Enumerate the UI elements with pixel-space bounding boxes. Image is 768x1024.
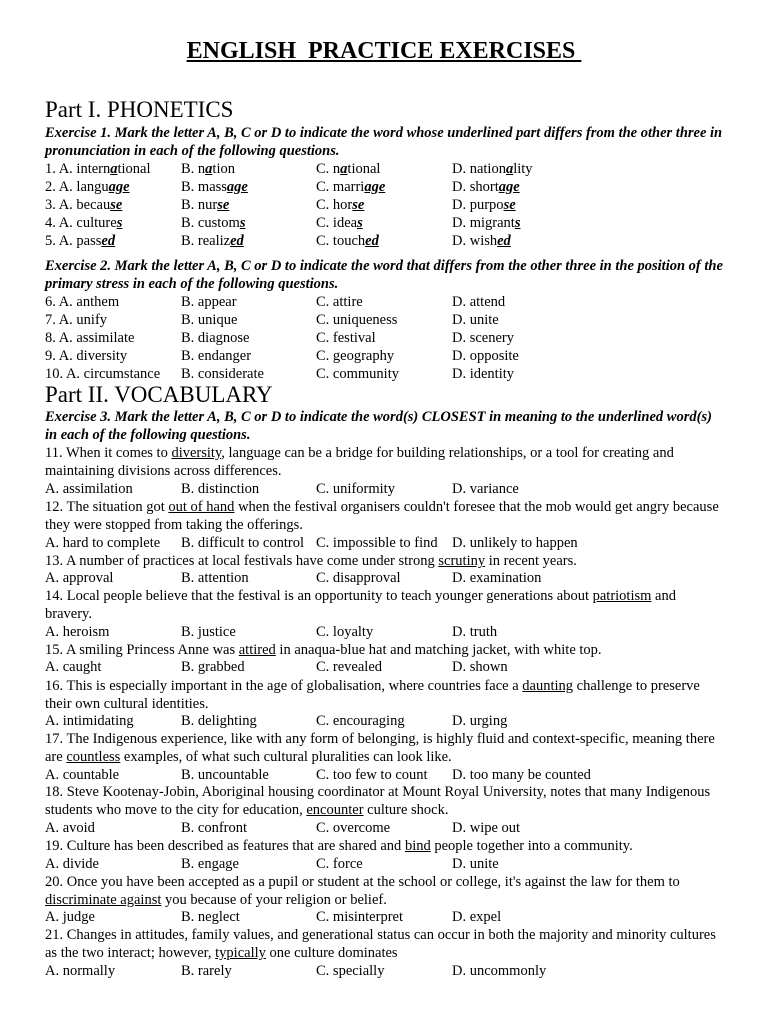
option: C. horse [316,197,365,213]
underlined-phrase: bind [404,838,431,854]
underlined-phrase: patriotism [592,588,652,604]
option: B. engage [181,856,239,872]
answer-options [45,819,735,837]
option: A. hard to complete [45,535,161,551]
option: C. uniqueness [316,312,398,328]
option: C. festival [316,330,376,346]
underlined-part: se [217,197,230,213]
option: B. appear [181,294,237,310]
underlined-part: age [108,179,130,195]
option: C. geography [316,348,395,364]
option: D. examination [452,570,542,586]
option: B. customs [181,215,246,231]
underlined-phrase: encounter [306,802,364,818]
phonetics-row [45,196,735,214]
option: B. uncountable [181,767,269,783]
option: B. nurse [181,197,230,213]
page-title: ENGLISH PRACTICE EXERCISES [186,38,582,64]
question-text: 17. The Indigenous experience, like with any form of belonging, is highly fluid and context-specific, meaning there are countless examples, of what such cultural pluralities can look like. [45,731,715,765]
underlined-part: age [498,179,520,195]
underlined-part: age [364,179,386,195]
option: D. truth [452,624,498,640]
answer-options [45,855,735,873]
option: D. urging [452,713,508,729]
option: B. attention [181,570,249,586]
underlined-phrase: attired [238,642,276,658]
underlined-phrase: daunting [522,678,574,694]
option: C. touched [316,233,379,249]
underlined-part: ed [101,233,116,249]
question-text: 16. This is especially important in the age of globalisation, where countries face a daunting challenge to preserve their own cultural identities. [45,678,700,712]
underlined-part: ed [365,233,379,249]
question-text: 14. Local people believe that the festival is an opportunity to teach younger generations about patriotism and bravery. [45,588,676,622]
option: D. shortage [452,179,520,195]
question-text: 15. A smiling Princess Anne was attired in anaqua-blue hat and matching jacket, with white top. [45,642,602,658]
option: A. judge [45,909,95,925]
option: C. too few to count [316,767,428,783]
option: C. loyalty [316,624,374,640]
option: 3. A. because [45,197,123,213]
underlined-part: se [110,197,123,213]
stress-row [45,329,735,347]
option: A. normally [45,963,116,979]
part2-heading: Part II. VOCABULARY [45,382,273,407]
underlined-part: se [352,197,365,213]
option: B. rarely [181,963,232,979]
option: D. too many be counted [452,767,591,783]
question-text: 12. The situation got out of hand when the festival organisers couldn't foresee that the mob would get angry because they were stopped from taking the offerings. [45,499,719,533]
option: C. community [316,366,399,382]
option: C. misinterpret [316,909,403,925]
option: D. unite [452,856,499,872]
option: B. difficult to control [181,535,304,551]
option: 6. A. anthem [45,294,120,310]
option: C. impossible to find [316,535,438,551]
option: D. unite [452,312,499,328]
answer-options [45,766,735,784]
underlined-part: s [514,215,521,231]
option: B. confront [181,820,248,836]
option: A. approval [45,570,114,586]
option: A. assimilation [45,481,133,497]
option: C. uniformity [316,481,395,497]
option: B. unique [181,312,238,328]
option: B. grabbed [181,659,245,675]
underlined-part: se [503,197,516,213]
option: A. heroism [45,624,110,640]
option: B. nation [181,161,235,177]
answer-options [45,480,735,498]
option: D. shown [452,659,508,675]
underlined-phrase: diversity [171,445,222,461]
question-text: 20. Once you have been accepted as a pupil or student at the school or college, it's against the law for them to discriminate against you because of your religion or belief. [45,874,680,908]
option: D. attend [452,294,506,310]
underlined-part: a [340,161,348,177]
option: B. diagnose [181,330,250,346]
option: 4. A. cultures [45,215,123,231]
part1-heading: Part I. PHONETICS [45,97,234,122]
question-text: 18. Steve Kootenay-Jobin, Aboriginal housing coordinator at Mount Royal University, notes that many Indigenous students who move to the city for education, encounter culture shock. [45,784,711,818]
option: C. ideas [316,215,363,231]
option: C. marriage [316,179,386,195]
option: 10. A. circumstance [45,366,161,382]
underlined-phrase: scrutiny [438,553,486,569]
option: C. attire [316,294,363,310]
option: D. expel [452,909,502,925]
option: C. specially [316,963,385,979]
option: A. divide [45,856,99,872]
answer-options [45,908,735,926]
underlined-phrase: discriminate against [45,892,162,908]
stress-row [45,311,735,329]
question-text: 19. Culture has been described as features that are shared and bind people together into a community. [45,838,633,854]
option: B. realized [181,233,244,249]
option: A. countable [45,767,120,783]
underlined-part: a [505,161,514,177]
underlined-part: age [226,179,248,195]
option: C. force [316,856,363,872]
option: D. unlikely to happen [452,535,578,551]
option: B. endanger [181,348,252,364]
underlined-phrase: typically [215,945,266,961]
underlined-part: s [116,215,123,231]
question-text: 13. A number of practices at local festivals have come under strong scrutiny in recent years. [45,553,577,569]
answer-options [45,569,735,587]
option: D. wished [452,233,511,249]
option: 7. A. unify [45,312,108,328]
answer-options [45,534,735,552]
stress-row [45,293,735,311]
option: B. justice [181,624,236,640]
option: B. neglect [181,909,240,925]
option: C. national [316,161,381,177]
underlined-phrase: out of hand [168,499,235,515]
option: B. distinction [181,481,260,497]
option: A. caught [45,659,102,675]
exercise3-instruction: Exercise 3. Mark the letter A, B, C or D to indicate the word(s) CLOSEST in meaning to the underlined word(s) in each of the following questions. [45,409,712,443]
option: 8. A. assimilate [45,330,135,346]
option: D. scenery [452,330,515,346]
underlined-phrase: countless [66,749,121,765]
option: A. avoid [45,820,95,836]
phonetics-row [45,160,735,178]
option: D. nationality [452,161,533,177]
option: C. overcome [316,820,391,836]
option: C. disapproval [316,570,401,586]
option: D. identity [452,366,515,382]
phonetics-row [45,214,735,232]
phonetics-row [45,178,735,196]
underlined-part: ed [230,233,244,249]
option: 2. A. language [45,179,130,195]
underlined-part: s [357,215,363,231]
option: D. purpose [452,197,516,213]
option: 9. A. diversity [45,348,128,364]
option: B. considerate [181,366,264,382]
underlined-part: ed [497,233,511,249]
exercise2-instruction: Exercise 2. Mark the letter A, B, C or D to indicate the word that differs from the other three in the position of the primary stress in each of the following questions. [45,258,723,292]
option: 5. A. passed [45,233,116,249]
option: A. intimidating [45,713,134,729]
exercise1-instruction: Exercise 1. Mark the letter A, B, C or D to indicate the word whose underlined part differs from the other three in pronunciation in each of the following questions. [45,125,723,159]
option: D. uncommonly [452,963,547,979]
answer-options [45,962,735,980]
option: D. migrants [452,215,521,231]
answer-options [45,712,735,730]
stress-row [45,347,735,365]
underlined-part: a [110,161,118,177]
question-text: 21. Changes in attitudes, family values, and generational status can occur in both the majority and minority cultures as the two interact; however, typically one culture dominates [45,927,716,961]
option: C. revealed [316,659,383,675]
option: D. wipe out [452,820,521,836]
option: C. encouraging [316,713,405,729]
option: B. delighting [181,713,257,729]
question-text: 11. When it comes to diversity, language can be a bridge for building relationships, or a tool for creating and maintaining divisions across differences. [45,445,674,479]
stress-row [45,365,735,383]
underlined-part: a [205,161,213,177]
answer-options [45,658,735,676]
underlined-part: s [239,215,246,231]
option: 1. A. international [45,161,151,177]
option: B. massage [181,179,248,195]
answer-options [45,623,735,641]
phonetics-row [45,232,735,250]
option: D. opposite [452,348,519,364]
option: D. variance [452,481,519,497]
